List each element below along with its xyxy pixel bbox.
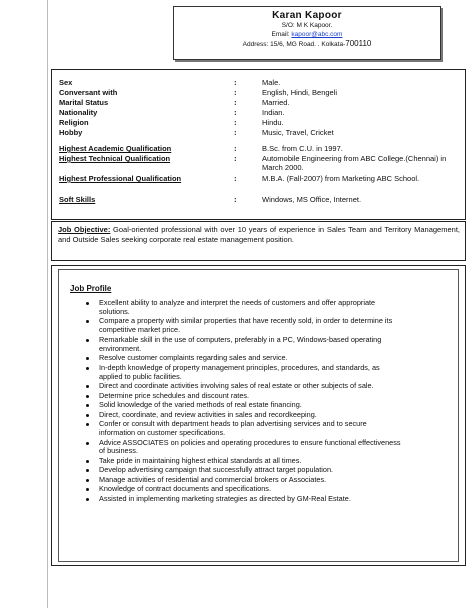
- detail-value: Music, Travel, Cricket: [262, 128, 334, 137]
- qualification-value: Automobile Engineering from ABC College.(Chennai) in March 2000.: [262, 154, 447, 172]
- email-label: Email:: [271, 31, 290, 38]
- detail-value: English, Hindi, Bengeli: [262, 88, 338, 97]
- detail-value: Married.: [262, 98, 290, 107]
- list-item: Direct and coordinate activities involving sales of real estate or other subjects of sale.: [83, 382, 403, 391]
- parent-name: S/O: M K Kapoor.: [281, 22, 333, 29]
- list-item: Take pride in maintaining highest ethical standards at all times.: [83, 457, 403, 466]
- candidate-name: Karan Kapoor: [272, 10, 342, 21]
- job-objective-text: Goal-oriented professional with over 10 years of experience in Sales Team and Territory Management, and Outside Sales seeking corporate real estate management position.: [58, 225, 460, 244]
- job-objective-label: Job Objective:: [58, 225, 111, 234]
- qualification-label: Highest Academic Qualification: [59, 144, 172, 153]
- detail-colon: :: [234, 118, 237, 127]
- qualification-value: M.B.A. (Fall-2007) from Marketing ABC School.: [262, 174, 420, 183]
- detail-value: Indian.: [262, 108, 285, 117]
- detail-label: Conversant with: [59, 88, 118, 97]
- qualification-value: B.Sc. from C.U. in 1997.: [262, 144, 343, 153]
- address-line: [174, 39, 440, 49]
- list-item: Knowledge of contract documents and specifications.: [83, 485, 403, 494]
- email-link[interactable]: kapoor@abc.com: [291, 31, 343, 38]
- detail-label: Nationality: [59, 108, 98, 117]
- detail-label: Sex: [59, 78, 73, 87]
- qualification-label: Soft Skills: [59, 195, 96, 204]
- detail-value: Male.: [262, 78, 281, 87]
- list-item: Resolve customer complaints regarding sales and service.: [83, 354, 403, 363]
- job-profile-section: [51, 265, 466, 566]
- detail-colon: :: [234, 108, 237, 117]
- detail-value: Hindu.: [262, 118, 284, 127]
- list-item: Solid knowledge of the varied methods of real estate financing.: [83, 401, 403, 410]
- list-item: Determine price schedules and discount rates.: [83, 392, 403, 401]
- email-line: [174, 30, 440, 39]
- job-profile-frame: [58, 269, 459, 562]
- qualification-label: Highest Technical Qualification: [59, 154, 171, 163]
- detail-colon: :: [234, 98, 237, 107]
- list-item: Excellent ability to analyze and interpret the needs of customers and offer appropriate solutions.: [83, 299, 403, 317]
- job-profile-list: [83, 299, 403, 504]
- list-item: Remarkable skill in the use of computers, preferably in a PC, Windows-based operating environment.: [83, 336, 403, 354]
- list-item: Manage activities of residential and commercial brokers or Associates.: [83, 476, 403, 485]
- list-item: Assisted in implementing marketing strategies as directed by GM-Real Estate.: [83, 495, 403, 504]
- personal-details-section: [51, 69, 466, 220]
- detail-colon: :: [234, 78, 237, 87]
- list-item: Compare a property with similar properties that have recently sold, in order to determine its competitive market price.: [83, 317, 403, 335]
- page-margin-line: [47, 0, 48, 608]
- list-item: In-depth knowledge of property management principles, procedures, and standards, as applied to public facilities.: [83, 364, 403, 382]
- qualification-colon: :: [234, 144, 237, 153]
- job-profile-title: Job Profile: [70, 284, 112, 293]
- contact-header: [173, 6, 441, 60]
- list-item: Advice ASSOCIATES on policies and operating procedures to ensure functional effectiveness of business.: [83, 439, 403, 457]
- detail-colon: :: [234, 88, 237, 97]
- job-objective-section: [51, 221, 466, 261]
- address-text: Address: 15/6, MG Road. . Kolkata-: [242, 41, 346, 48]
- qualification-value: Windows, MS Office, Internet.: [262, 195, 362, 204]
- address-pin: 700110: [345, 39, 372, 48]
- detail-colon: :: [234, 128, 237, 137]
- detail-label: Hobby: [59, 128, 83, 137]
- qualification-colon: :: [234, 174, 237, 183]
- list-item: Direct, coordinate, and review activities in sales and recordkeeping.: [83, 411, 403, 420]
- qualification-colon: :: [234, 195, 237, 204]
- list-item: Develop advertising campaign that successfully attract target population.: [83, 466, 403, 475]
- job-objective: [58, 225, 460, 245]
- qualification-colon: :: [234, 154, 237, 163]
- detail-label: Religion: [59, 118, 89, 127]
- detail-label: Marital Status: [59, 98, 109, 107]
- list-item: Confer or consult with department heads to plan advertising services and to secure information on customer specifications.: [83, 420, 403, 438]
- qualification-label: Highest Professional Qualification: [59, 174, 182, 183]
